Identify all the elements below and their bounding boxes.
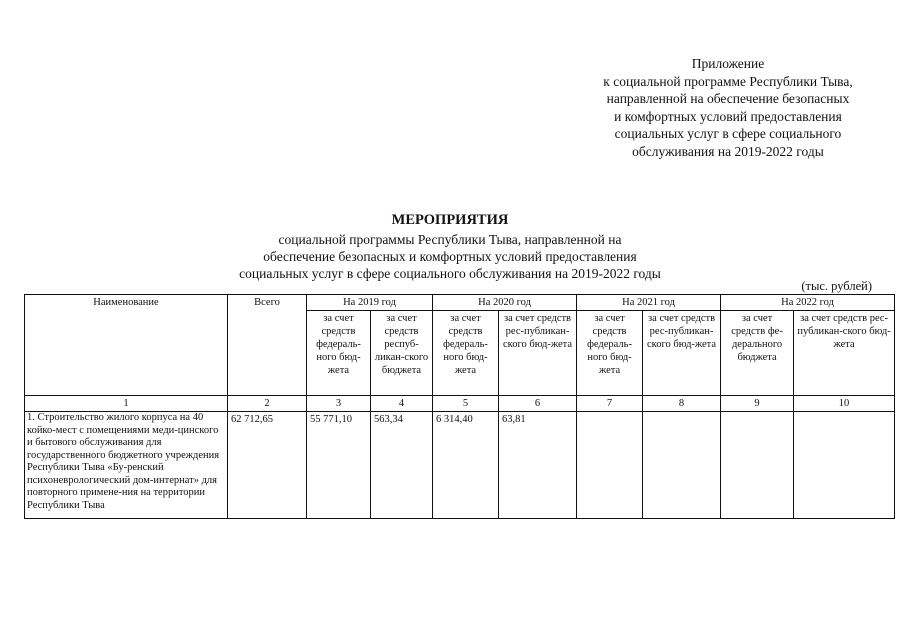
subheader-federal: за счет средств фе-дерального бюджета (721, 311, 794, 396)
column-number: 9 (721, 396, 794, 412)
row-2020-federal: 6 314,40 (433, 412, 499, 519)
subheader-republic: за счет средств рес-публикан-ского бюд-жета (643, 311, 721, 396)
header-year-2019: На 2019 год (307, 295, 433, 311)
subheader-republic: за счет средств рес-публикан-ского бюд-жета (499, 311, 577, 396)
row-2022-republic (794, 412, 895, 519)
row-2022-federal (721, 412, 794, 519)
column-number: 7 (577, 396, 643, 412)
column-number-row (25, 396, 895, 412)
appendix-line: обслуживания на 2019-2022 годы (632, 143, 824, 159)
title-main: МЕРОПРИЯТИЯ (391, 212, 509, 228)
row-total: 62 712,65 (228, 412, 307, 519)
header-year-2020: На 2020 год (433, 295, 577, 311)
subheader-federal: за счет средств федераль-ного бюд-жета (577, 311, 643, 396)
subheader-federal: за счет средств федераль-ного бюд-жета (307, 311, 371, 396)
table-row (25, 412, 895, 519)
column-number: 10 (794, 396, 895, 412)
measures-table (24, 294, 895, 519)
row-2021-republic (643, 412, 721, 519)
appendix-header (578, 55, 878, 160)
header-total: Всего (228, 295, 307, 396)
row-2019-federal: 55 771,10 (307, 412, 371, 519)
column-number: 8 (643, 396, 721, 412)
subheader-republic: за счет средств респуб-ликан-ского бюджета (371, 311, 433, 396)
header-year-2021: На 2021 год (577, 295, 721, 311)
appendix-line: Приложение (691, 56, 765, 71)
column-number: 6 (499, 396, 577, 412)
row-name: 1. Строительство жилого корпуса на 40 койко-мест с помещениями меди-цинского и бытового обслуживания для государственного бюджетного учреждения Республики Тыва «Бу-ренский психоневрологический дом-интернат» для повторного примене-ния на территории Республики Тыва (25, 412, 228, 519)
subheader-republic: за счет средств рес-публикан-ского бюд-жета (794, 311, 895, 396)
row-2019-republic: 563,34 (371, 412, 433, 519)
title-line: обеспечение безопасных и комфортных условий предоставления (263, 249, 637, 264)
header-name: Наименование (25, 295, 228, 396)
row-2021-federal (577, 412, 643, 519)
appendix-line: социальных услуг в сфере социального (614, 126, 842, 141)
appendix-line: направленной на обеспечение безопасных (606, 91, 850, 106)
header-year-2022: На 2022 год (721, 295, 895, 311)
row-2020-republic: 63,81 (499, 412, 577, 519)
column-number: 4 (371, 396, 433, 412)
units-label: (тыс. рублей) (801, 279, 872, 293)
appendix-line: к социальной программе Республики Тыва, (603, 73, 853, 89)
document-title (190, 212, 710, 282)
title-line: социальной программы Республики Тыва, направленной на (278, 232, 622, 247)
title-line: социальных услуг в сфере социального обслуживания на 2019-2022 годы (239, 266, 661, 281)
column-number: 1 (25, 396, 228, 412)
subheader-federal: за счет средств федераль-ного бюд-жета (433, 311, 499, 396)
appendix-line: и комфортных условий предоставления (614, 108, 842, 124)
column-number: 2 (228, 396, 307, 412)
column-number: 5 (433, 396, 499, 412)
column-number: 3 (307, 396, 371, 412)
